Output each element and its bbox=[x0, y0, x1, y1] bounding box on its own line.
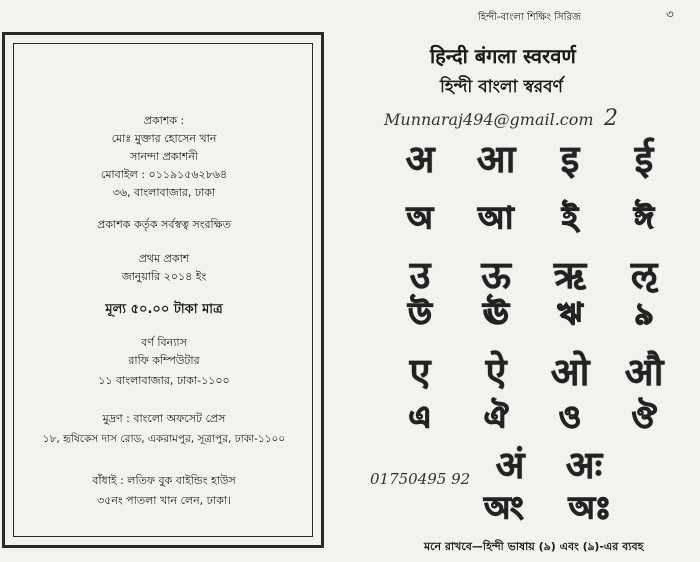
first-edition-date: জানুয়ারি ২০১৪ ইং bbox=[121, 270, 207, 283]
binding-house: বাঁধাই : লতিফ বুক বাইন্ডিং হাউস bbox=[92, 474, 236, 487]
publisher-mobile: মোবাইল : ০১১৯১৫৬২৮৬৪ bbox=[100, 168, 228, 181]
imprint-page-frame bbox=[2, 32, 324, 548]
printing-address: ১৮, হৃষিকেস দাস রোড, একরামপুর, সূত্রাপুর, ঢাকা-১১০০ bbox=[42, 433, 286, 445]
letter-hindi-lri: ऌ bbox=[630, 253, 658, 297]
publisher-address: ৩৬, বাংলাবাজার, ঢাকা bbox=[112, 186, 216, 199]
letter-bengali-ii: ঈ bbox=[634, 201, 654, 236]
letter-bengali-a: অ bbox=[407, 201, 433, 236]
letter-bengali-e: এ bbox=[408, 400, 432, 435]
publisher-label: প্রকাশক : bbox=[143, 114, 185, 127]
series-header: হিন্দী-বাংলা শিক্ষিং সিরিজ bbox=[478, 12, 581, 23]
composition-address: ১১ বাংলাবাজার, ঢাকা-১১০০ bbox=[98, 374, 230, 387]
composition-label: বর্ণ বিন্যাস bbox=[141, 336, 187, 349]
letter-bengali-uu: ঊ bbox=[483, 297, 509, 332]
handwritten-email: Munnaraj494@gmail.com bbox=[384, 110, 594, 129]
handwritten-digit: 2 bbox=[604, 106, 618, 131]
letter-bengali-i: ই bbox=[562, 201, 578, 236]
composition-name: রাফি কম্পিউটার bbox=[128, 354, 200, 367]
binding-address: ৩৫নং পাতলা খান লেন, ঢাকা। bbox=[97, 494, 231, 507]
letter-hindi-ri: ऋ bbox=[553, 253, 587, 297]
letter-hindi-e: ए bbox=[409, 350, 431, 394]
title-bengali: হিন্দী বাংলা স্বরবর্ণ bbox=[440, 77, 563, 97]
letter-bengali-o: ও bbox=[558, 400, 582, 435]
letter-bengali-ri: ঋ bbox=[557, 297, 583, 332]
footer-note: মনে রাখবে—হিন্দী ভাষায় (৯) এবং (ঌ)-এর ব্যবহ bbox=[424, 540, 644, 553]
letter-hindi-ii: ई bbox=[634, 137, 654, 181]
letter-hindi-o: ओ bbox=[550, 350, 590, 394]
letter-hindi-au: औ bbox=[624, 350, 664, 394]
first-edition-label: প্রথম প্রকাশ bbox=[138, 252, 190, 265]
letter-bengali-aa: আ bbox=[478, 201, 514, 236]
letter-hindi-ai: ऐ bbox=[485, 350, 507, 394]
letter-hindi-ah: अः bbox=[565, 443, 603, 487]
letter-hindi-i: इ bbox=[560, 137, 580, 181]
letter-bengali-u: উ bbox=[408, 297, 432, 332]
letter-hindi-uu: ऊ bbox=[481, 253, 511, 297]
letter-hindi-a: अ bbox=[405, 137, 435, 181]
letter-bengali-lri: ৯ bbox=[634, 297, 654, 332]
letter-hindi-aa: आ bbox=[476, 137, 516, 181]
imprint-page-inner-border bbox=[13, 43, 313, 537]
publisher-house: সানন্দা প্রকাশনী bbox=[130, 150, 198, 163]
letter-bengali-ou: ঔ bbox=[631, 400, 657, 435]
handwritten-phone: 01750495 92 bbox=[370, 470, 471, 488]
rights-reserved: প্রকাশক কর্তৃক সর্বস্বত্ব সংরক্ষিত bbox=[97, 218, 231, 231]
letter-bengali-ah: অঃ bbox=[569, 491, 611, 526]
price: মূল্য ৫০.০০ টাকা মাত্র bbox=[105, 302, 223, 317]
letter-bengali-oi: ঐ bbox=[483, 400, 509, 435]
title-hindi: हिन्दी बंगला स्वरवर्ण bbox=[430, 44, 576, 68]
printing-press: মুদ্রণ : বাংলো অফসেট প্রেস bbox=[102, 412, 226, 425]
letter-hindi-u: उ bbox=[409, 253, 431, 297]
letter-bengali-ang: অং bbox=[484, 491, 524, 526]
publisher-name: মোঃ মুক্তার হোসেন খান bbox=[111, 132, 217, 145]
page-number: ৩ bbox=[666, 7, 674, 21]
letter-hindi-am: अं bbox=[495, 443, 525, 487]
